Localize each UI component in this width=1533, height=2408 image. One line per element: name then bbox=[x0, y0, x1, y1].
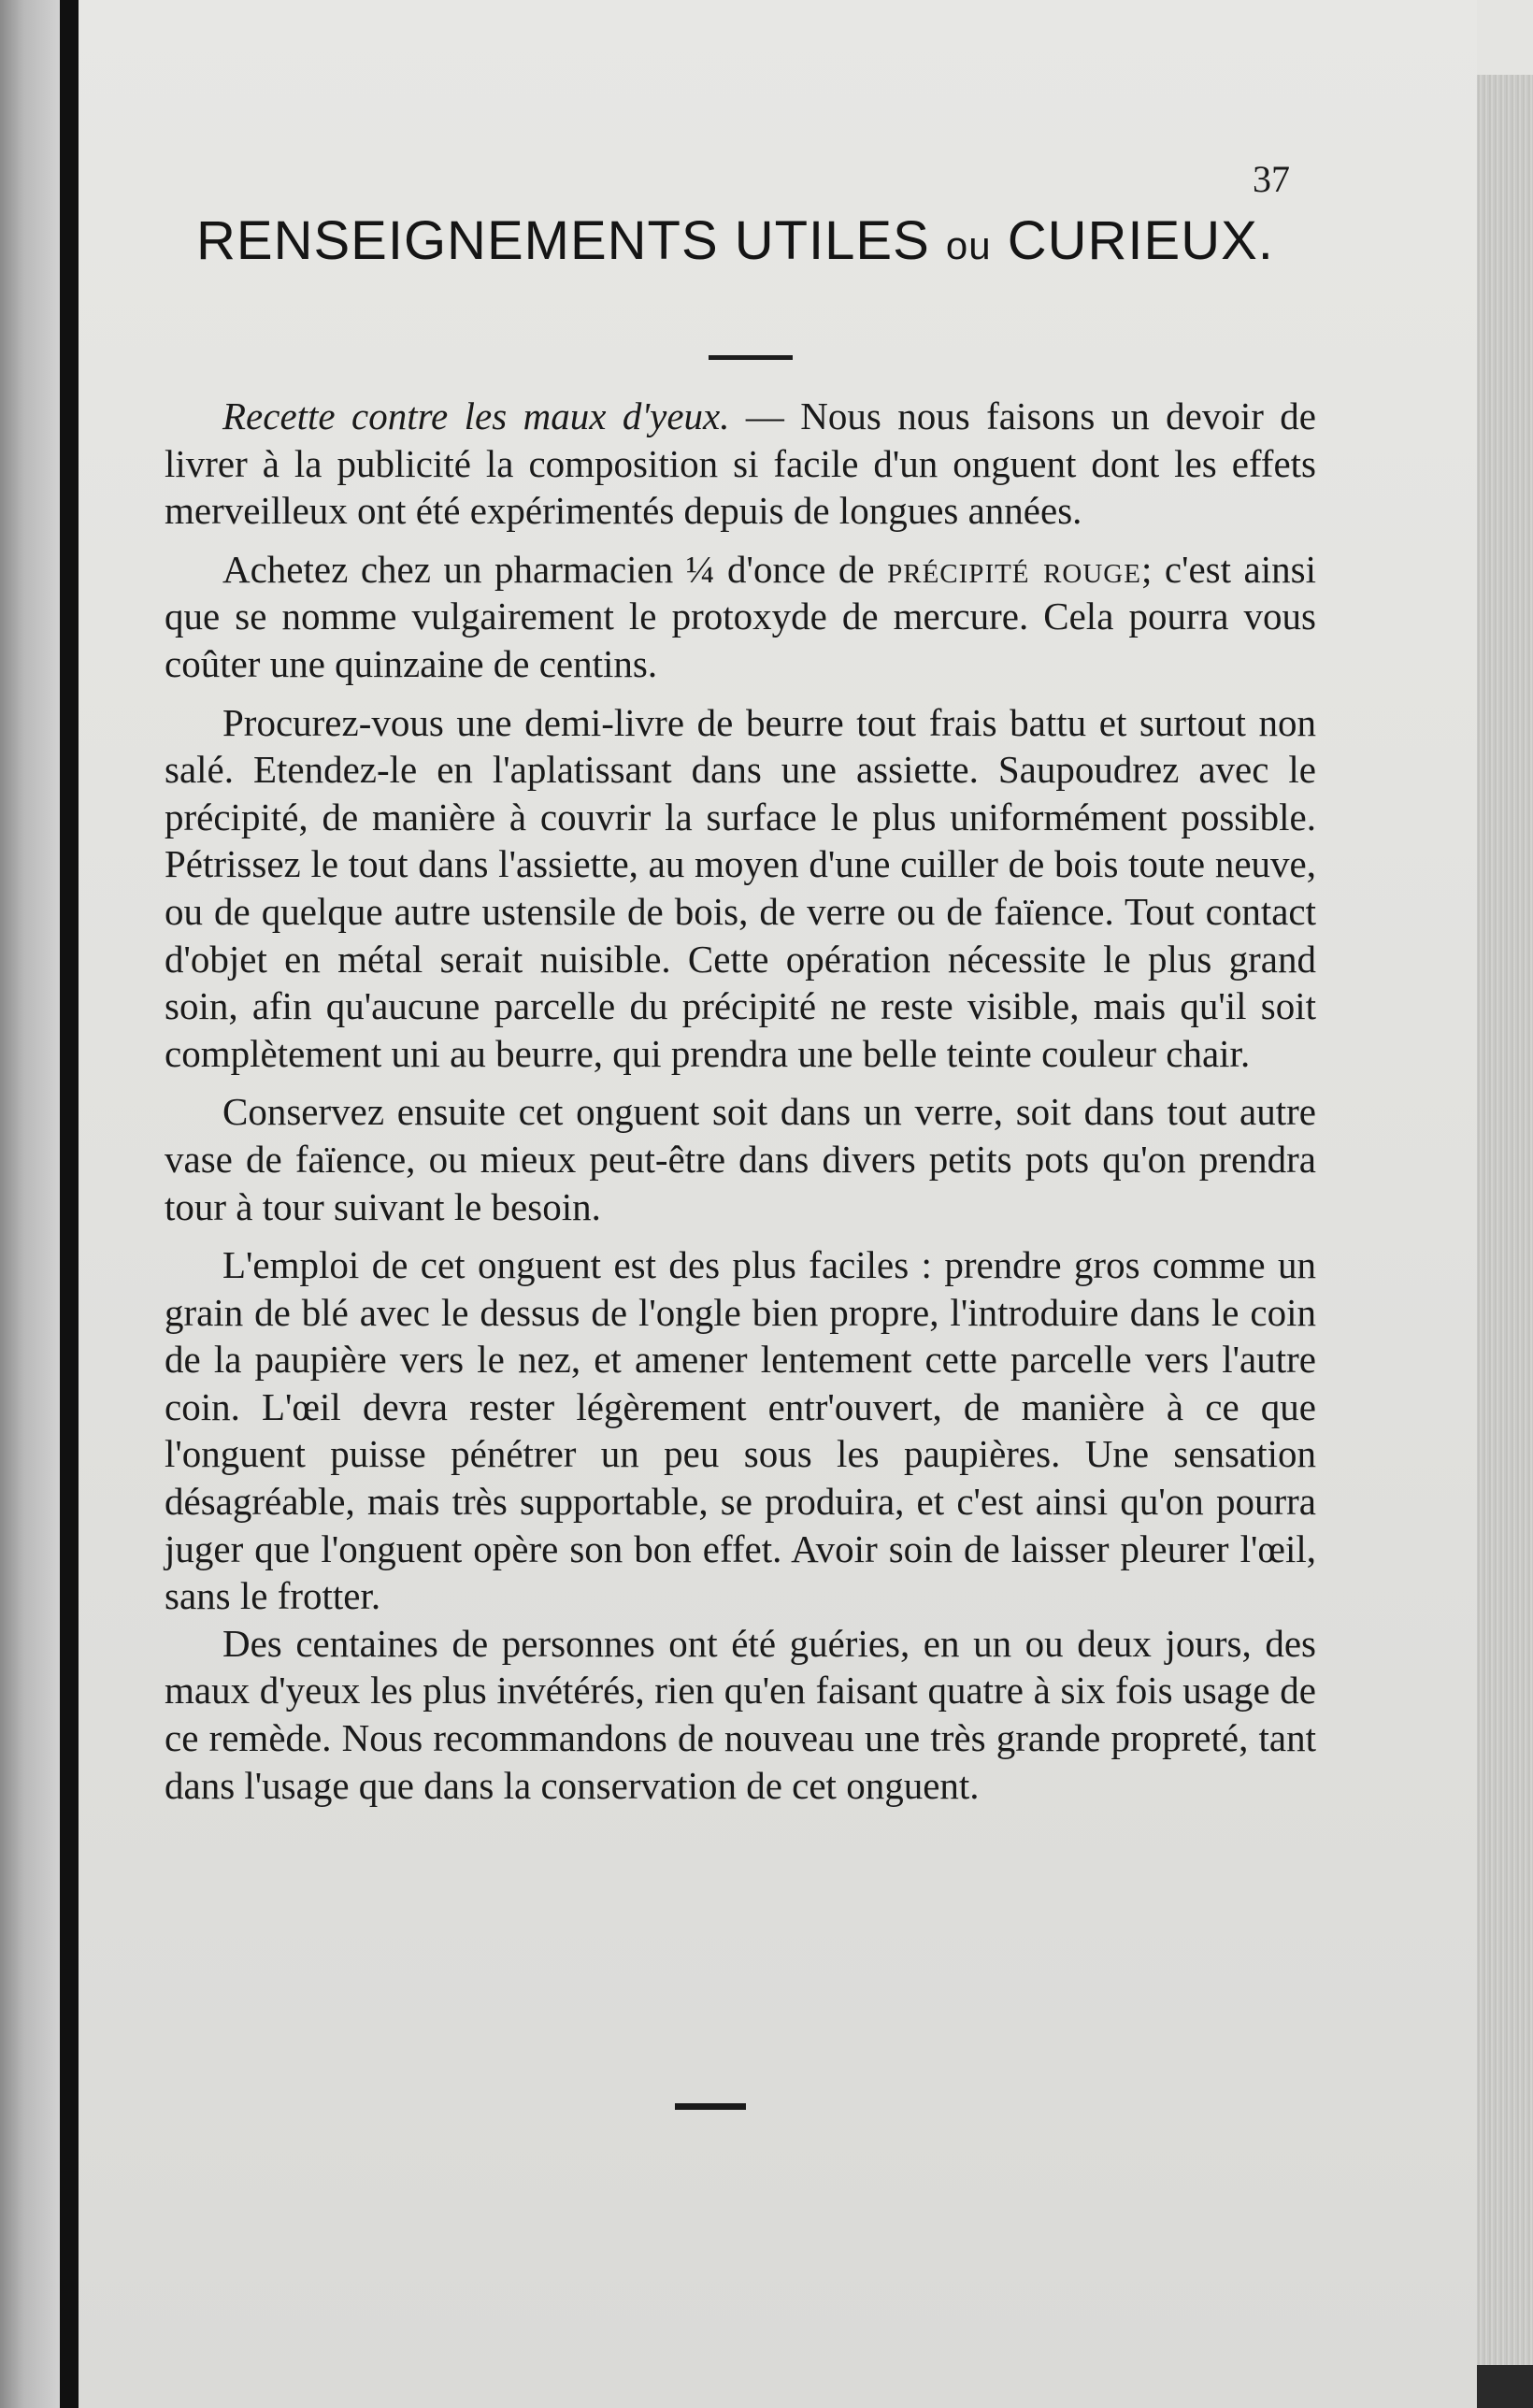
precipite-rouge-term: précipité rouge bbox=[887, 547, 1141, 591]
paragraph-2-after: ; c'est ainsi que se nomme vulgairement le protoxyde de mercure. Cela pourra vous coûter une quinzaine de centins. bbox=[165, 547, 1316, 685]
page-stack-edge bbox=[1477, 75, 1533, 2365]
title-end: CURIEUX. bbox=[991, 210, 1274, 271]
paragraph-4: Conservez ensuite cet onguent soit dans un verre, soit dans tout autre vase de faïence, ou mieux peut-être dans divers petits pots qu'on prendra tour à tour suivant le besoin. bbox=[165, 1090, 1316, 1228]
paragraph-2-before: Achetez chez un pharmacien ¼ d'once de bbox=[222, 547, 888, 591]
title-divider bbox=[709, 355, 793, 360]
article-body bbox=[165, 393, 1316, 1809]
adjacent-page-edge bbox=[0, 0, 60, 2408]
article-heading: Recette contre les maux d'yeux. bbox=[222, 394, 730, 437]
page-number: 37 bbox=[1253, 158, 1290, 200]
paragraph-2 bbox=[165, 546, 1316, 688]
title-connector: ou bbox=[945, 223, 992, 267]
page-corner bbox=[1477, 0, 1533, 75]
closing-divider bbox=[675, 2103, 746, 2110]
paragraph-3: Procurez-vous une demi-livre de beurre tout frais battu et surtout non salé. Etendez-le en l'aplatissant dans une assiette. Saupoudrez avec le précipité, de manière à couvrir la surface le plus uniformément possible. Pétrissez le tout dans l'assiette, au moyen d'une cuiller de bois toute neuve, ou de quelque autre ustensile de bois, de verre ou de faïence. Tout contact d'objet en métal serait nuisible. Cette opération nécessite le plus grand soin, afin qu'aucune parcelle du précipité ne reste visible, mais qu'il soit complètement uni au beurre, qui prendra une belle teinte couleur chair. bbox=[165, 700, 1316, 1075]
paragraph-1-text: — Nous nous faisons un devoir de livrer à la publicité la composition si facile d'un onguent dont les effets merveilleux ont été expérimentés depuis de longues années. bbox=[165, 394, 1316, 533]
paragraph-1 bbox=[165, 393, 1316, 535]
paragraph-5: L'emploi de cet onguent est des plus faciles : prendre gros comme un grain de blé avec le dessus de l'ongle bien propre, l'introduire dans le coin de la paupière vers le nez, et amener lentement cette parcelle vers l'autre coin. L'œil devra rester légèrement entr'ouvert, de manière à ce que l'onguent puisse pénétrer un peu sous les paupières. Une sensation désagréable, mais très supportable, se produira, et c'est ainsi qu'on pourra juger que l'onguent opère son bon effet. Avoir soin de laisser pleurer l'œil, sans le frotter. bbox=[165, 1243, 1316, 1618]
title-main: RENSEIGNEMENTS UTILES bbox=[196, 210, 946, 271]
page-title bbox=[196, 209, 1318, 272]
book-gutter bbox=[60, 0, 79, 2408]
paragraph-6: Des centaines de personnes ont été guéries, en un ou deux jours, des maux d'yeux les plus invétérés, rien qu'en faisant quatre à six fois usage de ce remède. Nous recommandons de nouveau une très grande propreté, tant dans l'usage que dans la conservation de cet onguent. bbox=[165, 1621, 1316, 1807]
